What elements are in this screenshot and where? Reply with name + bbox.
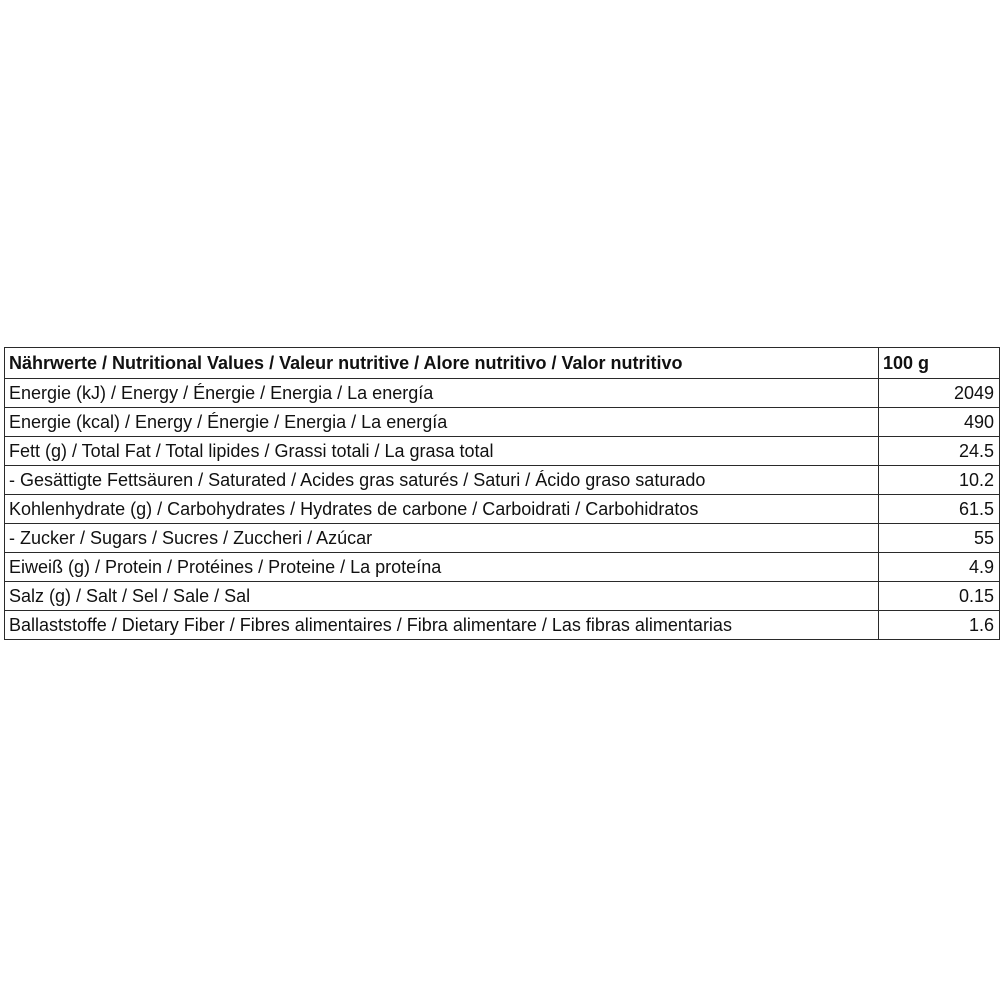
row-label-salt: Salz (g) / Salt / Sel / Sale / Sal [5,582,879,611]
table-row [5,524,1000,553]
table-row [5,553,1000,582]
table-row [5,582,1000,611]
table-row [5,408,1000,437]
row-value-protein: 4.9 [879,553,1000,582]
row-label-fiber: Ballaststoffe / Dietary Fiber / Fibres alimentaires / Fibra alimentare / Las fibras alimentarias [5,611,879,640]
row-value-fat: 24.5 [879,437,1000,466]
header-unit: 100 g [879,348,1000,379]
row-label-energy-kcal: Energie (kcal) / Energy / Énergie / Energia / La energía [5,408,879,437]
table-header-row [5,348,1000,379]
row-value-saturated: 10.2 [879,466,1000,495]
table-row [5,466,1000,495]
table-row [5,379,1000,408]
table-row [5,437,1000,466]
row-label-protein: Eiweiß (g) / Protein / Protéines / Proteine / La proteína [5,553,879,582]
row-value-sugars: 55 [879,524,1000,553]
row-label-sugars: - Zucker / Sugars / Sucres / Zuccheri / Azúcar [5,524,879,553]
row-label-saturated: - Gesättigte Fettsäuren / Saturated / Acides gras saturés / Saturi / Ácido graso saturado [5,466,879,495]
row-label-fat: Fett (g) / Total Fat / Total lipides / Grassi totali / La grasa total [5,437,879,466]
table-row [5,495,1000,524]
header-label: Nährwerte / Nutritional Values / Valeur nutritive / Alore nutritivo / Valor nutritivo [5,348,879,379]
row-value-carbohydrates: 61.5 [879,495,1000,524]
row-label-carbohydrates: Kohlenhydrate (g) / Carbohydrates / Hydrates de carbone / Carboidrati / Carbohidratos [5,495,879,524]
row-value-energy-kcal: 490 [879,408,1000,437]
row-label-energy-kj: Energie (kJ) / Energy / Énergie / Energia / La energía [5,379,879,408]
row-value-fiber: 1.6 [879,611,1000,640]
nutrition-table [4,347,1000,640]
row-value-energy-kj: 2049 [879,379,1000,408]
row-value-salt: 0.15 [879,582,1000,611]
table-row [5,611,1000,640]
